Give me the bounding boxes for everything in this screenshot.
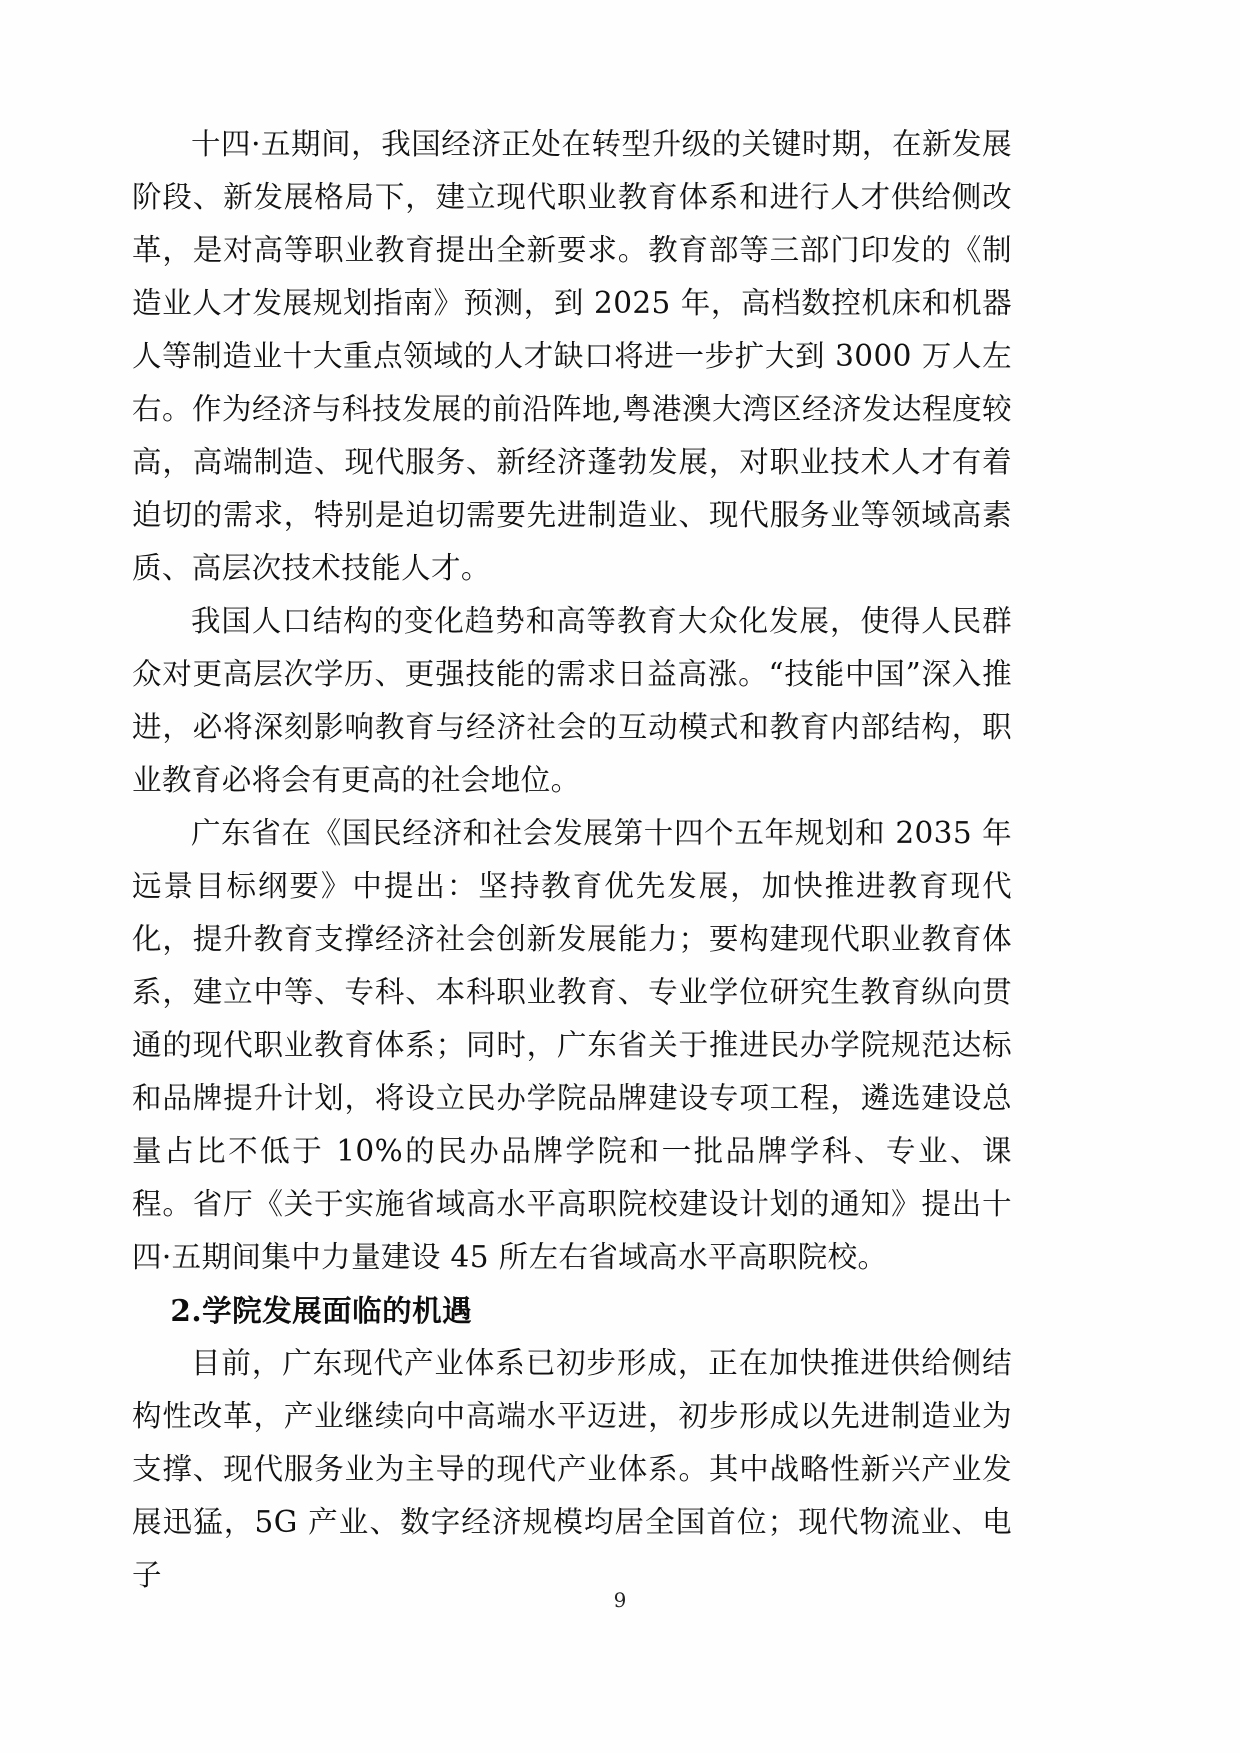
paragraph-guangdong-plan: 广东省在《国民经济和社会发展第十四个五年规划和 2035 年远景目标纲要》中提出：坚持教育优先发展，加快推进教育现代化，提升教育支撑经济社会创新发展能力；要构建现代职业教育体系，建立中等、专科、本科职业教育、专业学位研究生教育纵向贯通的现代职业教育体系；同时，广东省关于推进民办学院规范达标和品牌提升计划，将设立民办学院品牌建设专项工程，遴选建设总量占比不低于 10%的民办品牌学院和一批品牌学科、专业、课程。省厅《关于实施省域高水平高职院校建设计划的通知》提出十四·五期间集中力量建设 45 所左右省域高水平高职院校。 — [132, 816, 1012, 1274]
document-body — [132, 118, 1012, 1602]
paragraph-industry-system: 目前，广东现代产业体系已初步形成，正在加快推进供给侧结构性改革，产业继续向中高端水平迈进，初步形成以先进制造业为支撑、现代服务业为主导的现代产业体系。其中战略性新兴产业发展迅猛，5G 产业、数字经济规模均居全国首位；现代物流业、电子 — [132, 1346, 1012, 1592]
paragraph-population-structure: 我国人口结构的变化趋势和高等教育大众化发展，使得人民群众对更高层次学历、更强技能的需求日益高涨。“技能中国”深入推进，必将深刻影响教育与经济社会的互动模式和教育内部结构，职业教育必将会有更高的社会地位。 — [132, 604, 1012, 797]
page-number: 9 — [613, 1588, 627, 1612]
paragraph-policy-background: 十四·五期间，我国经济正处在转型升级的关键时期，在新发展阶段、新发展格局下，建立现代职业教育体系和进行人才供给侧改革，是对高等职业教育提出全新要求。教育部等三部门印发的《制造业人才发展规划指南》预测，到 2025 年，高档数控机床和机器人等制造业十大重点领域的人才缺口将进一步扩大到 3000 万人左右。作为经济与科技发展的前沿阵地,粤港澳大湾区经济发达程度较高，高端制造、现代服务、新经济蓬勃发展，对职业技术人才有着迫切的需求，特别是迫切需要先进制造业、现代服务业等领域高素质、高层次技术技能人才。 — [132, 127, 1012, 585]
section-heading-opportunities: 2.学院发展面临的机遇 — [170, 1293, 473, 1328]
